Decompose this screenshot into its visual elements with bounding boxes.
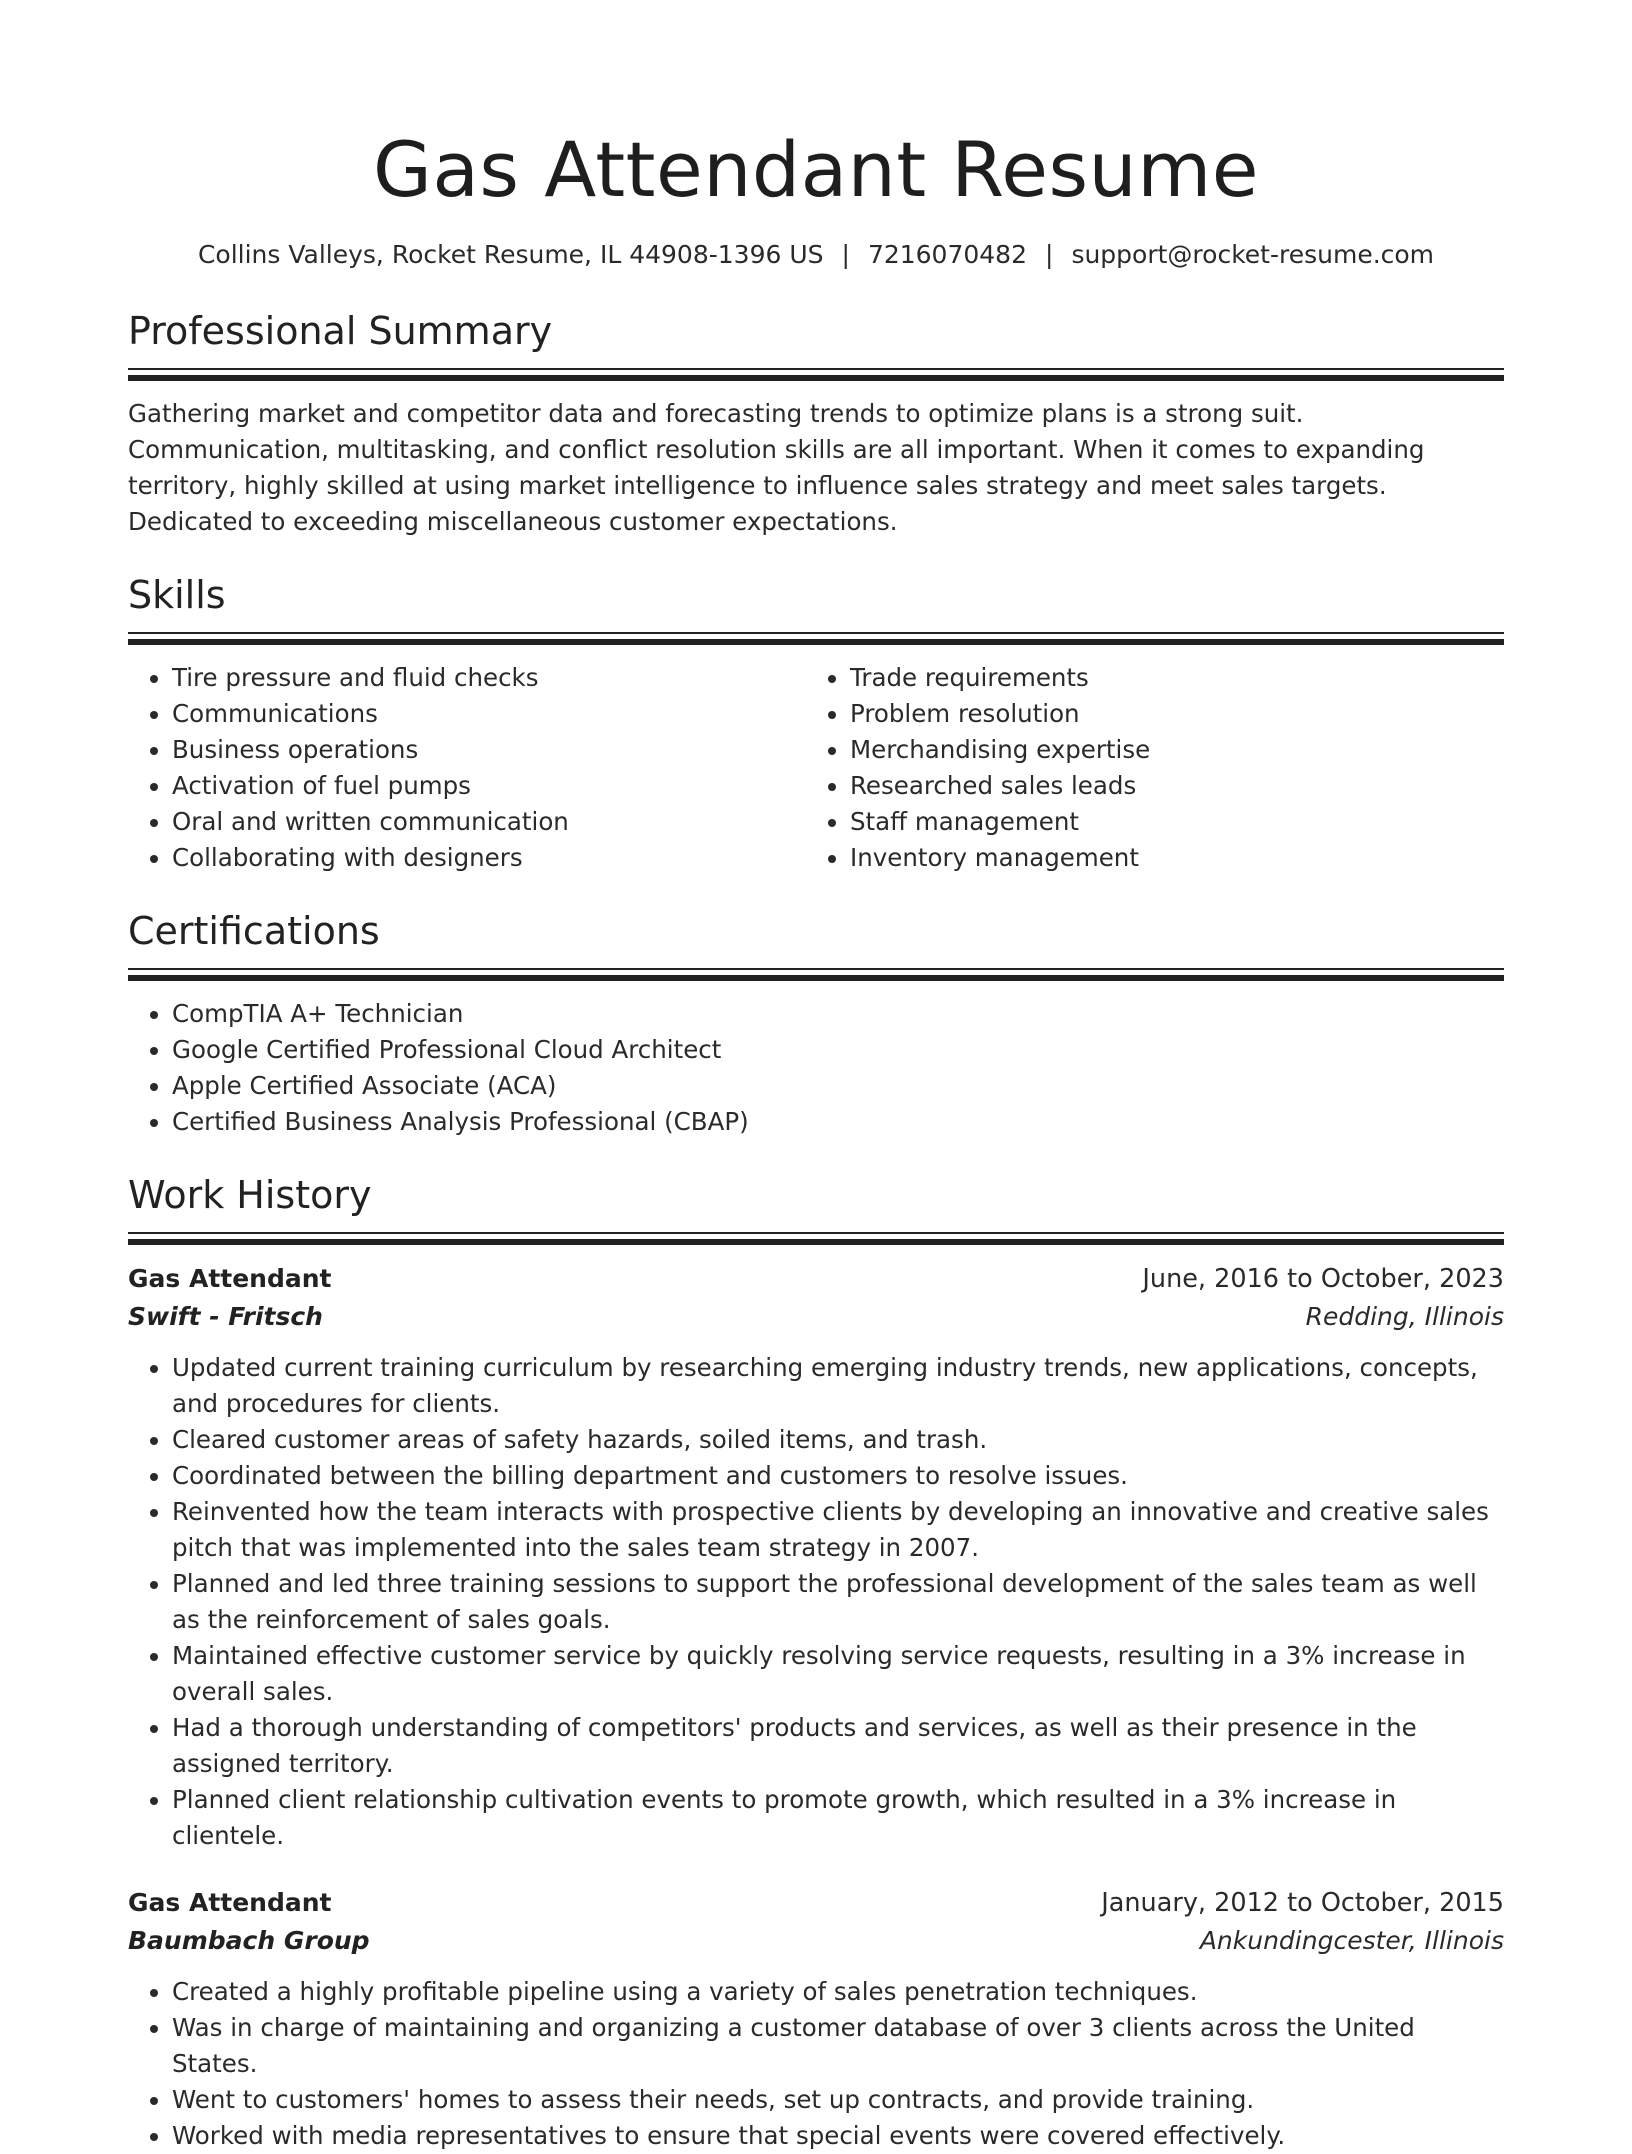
skill-item: • Problem resolution xyxy=(850,696,1484,732)
job-header xyxy=(128,1260,1504,1298)
job-bullet: • Planned and led three training sessions to support the professional development of the sales team as well as the reinforcement of sales goals. xyxy=(172,1566,1504,1638)
skills-column-right xyxy=(806,660,1484,876)
summary-heading: Professional Summary xyxy=(128,309,553,353)
job-entry xyxy=(128,1884,1504,2154)
certifications-heading: Certifications xyxy=(128,909,380,953)
contact-separator: | xyxy=(841,240,850,269)
skill-item: • Merchandising expertise xyxy=(850,732,1484,768)
skill-item: • Inventory management xyxy=(850,840,1484,876)
skills-heading: Skills xyxy=(128,573,226,617)
certification-item: • Apple Certified Associate (ACA) xyxy=(172,1068,1504,1104)
contact-line xyxy=(128,238,1504,272)
job-bullet: • Coordinated between the billing department and customers to resolve issues. xyxy=(172,1458,1504,1494)
job-subheader xyxy=(128,1922,1504,1960)
job-subheader xyxy=(128,1298,1504,1336)
contact-phone: 7216070482 xyxy=(867,240,1027,269)
contact-address: Collins Valleys, Rocket Resume, IL 44908-1396 US xyxy=(197,240,824,269)
skill-item: • Trade requirements xyxy=(850,660,1484,696)
certification-item: • CompTIA A+ Technician xyxy=(172,996,1504,1032)
job-bullet: • Reinvented how the team interacts with prospective clients by developing an innovative and creative sales pitch that was implemented into the sales team strategy in 2007. xyxy=(172,1494,1504,1566)
job-bullet: • Worked with media representatives to ensure that special events were covered effectively. xyxy=(172,2118,1504,2154)
skill-item: • Business operations xyxy=(172,732,806,768)
job-bullets xyxy=(128,1974,1504,2154)
job-bullet: • Planned client relationship cultivation events to promote growth, which resulted in a 3% increase in clientele. xyxy=(172,1782,1504,1854)
skill-item: • Tire pressure and fluid checks xyxy=(172,660,806,696)
skills-list-left xyxy=(128,660,806,876)
resume-title: Gas Attendant Resume xyxy=(372,125,1260,214)
contact-email: support@rocket-resume.com xyxy=(1071,240,1435,269)
certification-item: • Google Certified Professional Cloud Architect xyxy=(172,1032,1504,1068)
skills-list-right xyxy=(806,660,1484,876)
job-bullet: • Was in charge of maintaining and organizing a customer database of over 3 clients across the United States. xyxy=(172,2010,1504,2082)
job-title: Gas Attendant xyxy=(128,1888,332,1917)
job-bullets xyxy=(128,1350,1504,1854)
skill-item: • Staff management xyxy=(850,804,1484,840)
skill-item: • Activation of fuel pumps xyxy=(172,768,806,804)
skills-section xyxy=(128,570,1504,876)
job-company: Swift - Fritsch xyxy=(128,1302,323,1331)
job-bullet: • Created a highly profitable pipeline using a variety of sales penetration techniques. xyxy=(172,1974,1504,2010)
section-divider xyxy=(128,632,1504,646)
skills-grid xyxy=(128,660,1504,876)
section-divider xyxy=(128,368,1504,382)
work-history-heading: Work History xyxy=(128,1173,372,1217)
summary-text: Gathering market and competitor data and forecasting trends to optimize plans is a strong suit. Communication, multitasking, and conflict resolution skills are all important. When it comes to expanding territory, highly skilled at using market intelligence to influence sales strategy and meet sales targets. Dedicated to exceeding miscellaneous customer expectations. xyxy=(128,399,1425,536)
certification-item: • Certified Business Analysis Professional (CBAP) xyxy=(172,1104,1504,1140)
job-location: Ankundingcester, Illinois xyxy=(1199,1926,1504,1955)
job-location: Redding, Illinois xyxy=(1305,1302,1504,1331)
job-bullet: • Went to customers' homes to assess their needs, set up contracts, and provide training. xyxy=(172,2082,1504,2118)
certifications-list xyxy=(128,996,1504,1140)
job-bullet: • Maintained effective customer service by quickly resolving service requests, resulting in a 3% increase in overall sales. xyxy=(172,1638,1504,1710)
certifications-section xyxy=(128,906,1504,1140)
resume-page xyxy=(128,0,1504,2154)
job-title: Gas Attendant xyxy=(128,1264,332,1293)
skills-column-left xyxy=(128,660,806,876)
job-bullet: • Cleared customer areas of safety hazards, soiled items, and trash. xyxy=(172,1422,1504,1458)
section-divider xyxy=(128,968,1504,982)
work-history-section xyxy=(128,1170,1504,2154)
section-divider xyxy=(128,1232,1504,1246)
summary-section xyxy=(128,306,1504,540)
job-dates: June, 2016 to October, 2023 xyxy=(1142,1264,1504,1294)
job-company: Baumbach Group xyxy=(128,1926,370,1955)
job-dates: January, 2012 to October, 2015 xyxy=(1101,1888,1504,1918)
contact-separator: | xyxy=(1045,240,1054,269)
job-bullet: • Updated current training curriculum by researching emerging industry trends, new applications, concepts, and procedures for clients. xyxy=(172,1350,1504,1422)
skill-item: • Communications xyxy=(172,696,806,732)
job-entry xyxy=(128,1260,1504,1854)
skill-item: • Collaborating with designers xyxy=(172,840,806,876)
skill-item: • Oral and written communication xyxy=(172,804,806,840)
job-header xyxy=(128,1884,1504,1922)
skill-item: • Researched sales leads xyxy=(850,768,1484,804)
job-bullet: • Had a thorough understanding of competitors' products and services, as well as their presence in the assigned territory. xyxy=(172,1710,1504,1782)
